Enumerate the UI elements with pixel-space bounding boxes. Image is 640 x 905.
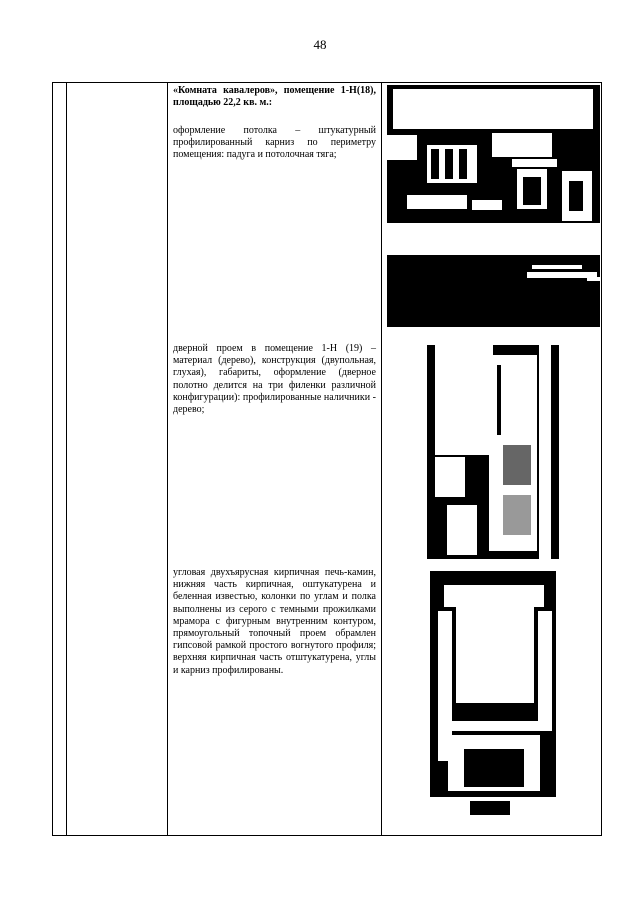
ceiling-description: оформление потолка – штукатурный профилированный карниз по периметру помещения: падуга и потолочная тяга; bbox=[173, 125, 376, 161]
column-divider bbox=[66, 83, 67, 835]
column-divider bbox=[167, 83, 168, 835]
column-divider bbox=[381, 83, 382, 835]
page-number: 48 bbox=[313, 37, 327, 52]
door-description: дверной проем в помещение 1-Н (19) – материал (дерево), конструкция (двупольная, глухая), габариты, оформление (дверное полотно делится на три филенки различной конфигурации): профилированные наличники - дерево; bbox=[173, 343, 376, 416]
stove-description: угловая двухъярусная кирпичная печь-камин, нижняя часть кирпичная, оштукатурена и беленная известью, колонки по углам и полка выполнены из серого с темными прожилками мрамора с фигурным внутренним контуром, прямоугольный топочный проем обрамлен гипсовой рамкой простого вогнутого профиля; верхняя кирпичная часть отштукатурена, углы и карниз профилированы. bbox=[173, 567, 376, 676]
room-heading: «Комната кавалеров», помещение 1-Н(18), площадью 22,2 кв. м.: bbox=[173, 85, 376, 109]
door-photo bbox=[427, 345, 559, 559]
ceiling-cornice-photo bbox=[387, 249, 600, 327]
room-interior-photo bbox=[387, 85, 600, 239]
stove-fireplace-photo bbox=[430, 571, 556, 821]
description-table bbox=[52, 82, 602, 836]
